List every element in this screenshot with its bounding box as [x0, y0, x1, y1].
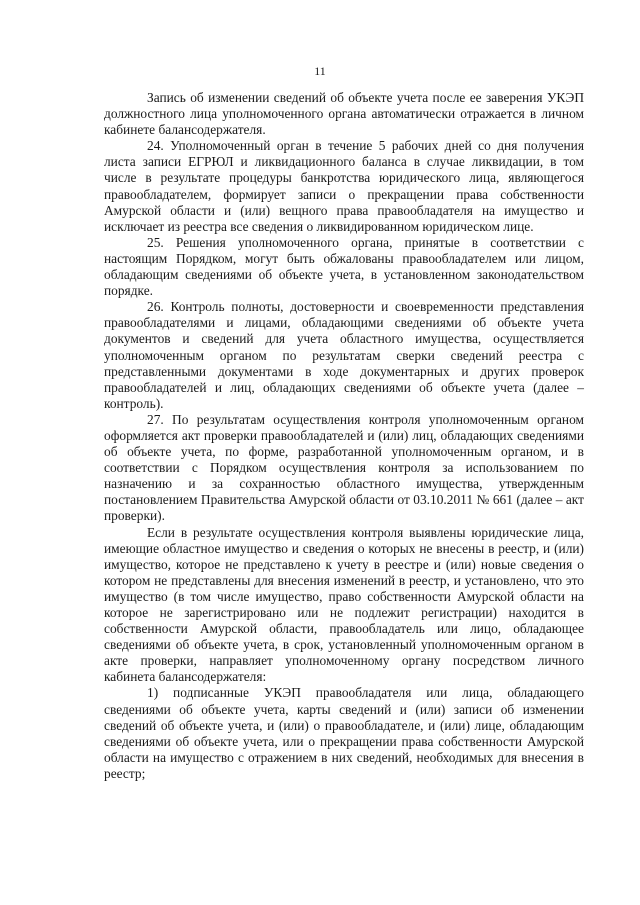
document-body: [104, 90, 584, 782]
paragraph-24: 24. Уполномоченный орган в течение 5 рабочих дней со дня получения листа записи ЕГРЮЛ и ликвидационного баланса в случае ликвидации, в том числе в результате процедуры банкротства юридического лица, являющегося правообладателем, формирует записи о прекращении права собственности Амурской области и (или) вещного права правообладателя на имущество и исключает из реестра все сведения о ликвидированном юридическом лице.: [104, 138, 584, 234]
paragraph-26: 26. Контроль полноты, достоверности и своевременности представления правообладателями и лицами, обладающими сведениями об объекте учета документов и сведений для учета областного имущества, осуществляется уполномоченным органом по результатам сверки сведений реестра с представленными документами в ходе документарных и других проверок правообладателей и лиц, обладающих сведениями об объекте учета (далее – контроль).: [104, 299, 584, 411]
page-number: 11: [314, 64, 326, 78]
paragraph-if-control: Если в результате осуществления контроля выявлены юридические лица, имеющие областное имущество и сведения о которых не внесены в реестр, и (или) имущество, которое не представлено к учету в реестре и (или) новые сведения о котором не представлены для внесения изменений в реестр, и установлено, что это имущество (в том числе имущество, право собственности Амурской области на которое не зарегистрировано или не подлежит регистрации) находится в собственности Амурской области, правообладатель или лицо, обладающее сведениями об объекте учета, в срок, установленный уполномоченным органом в акте проверки, направляет уполномоченному органу посредством личного кабинета балансодержателя:: [104, 524, 584, 685]
paragraph-25: 25. Решения уполномоченного органа, принятые в соответствии с настоящим Порядком, могут быть обжалованы правообладателем или лицом, обладающим сведениями об объекте учета, в установленном законодательством порядке.: [104, 234, 584, 299]
paragraph-27: 27. По результатам осуществления контроля уполномоченным органом оформляется акт проверки правообладателей и (или) лиц, обладающих сведениями об объекте учета, по форме, разработанной уполномоченным органом, и в соответствии с Порядком осуществления контроля за использованием по назначению и за сохранностью областного имущества, утвержденным постановлением Правительства Амурской области от 03.10.2011 № 661 (далее – акт проверки).: [104, 411, 584, 524]
paragraph-record-change: Запись об изменении сведений об объекте учета после ее заверения УКЭП должностного лица уполномоченного органа автоматически отражается в личном кабинете балансодержателя.: [104, 90, 584, 138]
paragraph-item-1: 1) подписанные УКЭП правообладателя или лица, обладающего сведениями об объекте учета, карты сведений и (или) записи об изменении сведений об объекте учета, и (или) о правообладателе, и (или) лице, обладающим сведениями об объекте учета, или о прекращении права собственности Амурской области на имущество с отражением в них сведений, необходимых для внесения в реестр;: [104, 685, 584, 781]
